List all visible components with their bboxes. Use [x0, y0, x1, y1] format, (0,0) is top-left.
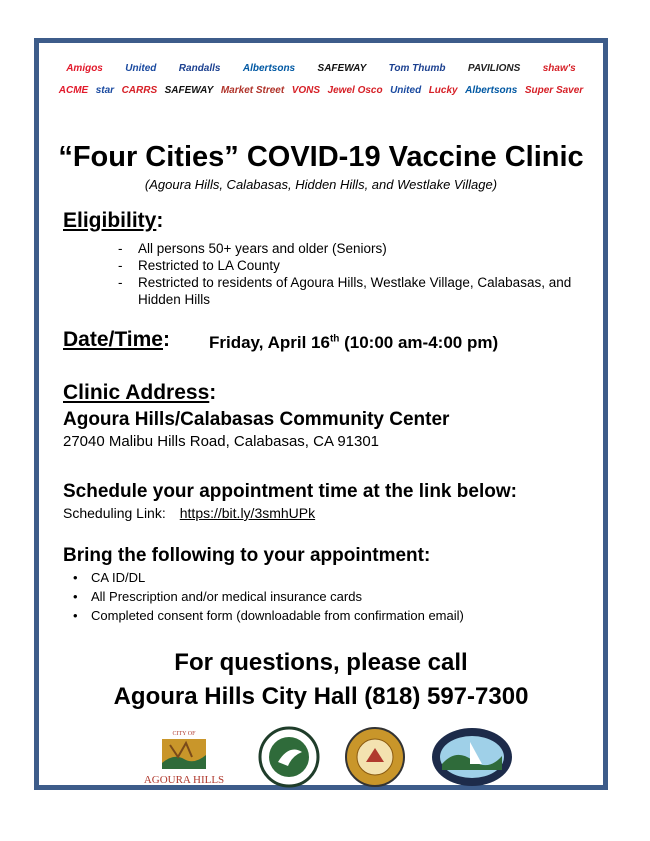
scheduling-link-label: Scheduling Link: [63, 505, 166, 521]
datetime-day: Friday, April 16 [209, 333, 330, 352]
datetime-heading-text: Date/Time [63, 328, 163, 351]
eligibility-item-text: All persons 50+ years and older (Seniors) [138, 241, 387, 256]
store-logo: SAFEWAY [317, 62, 367, 74]
scheduling-link[interactable]: https://bit.ly/3smhUPk [179, 505, 316, 521]
eligibility-item-text: Restricted to residents of Agoura Hills, Westlake Village, Calabasas, and Hidden Hills [138, 275, 572, 307]
clinic-street-address: 27040 Malibu Hills Road, Calabasas, CA 91301 [63, 433, 380, 450]
address-heading [63, 381, 216, 405]
store-logo: PAVILIONS [467, 62, 521, 74]
page-subtitle: (Agoura Hills, Calabasas, Hidden Hills, and Westlake Village) [144, 177, 498, 192]
store-logos [39, 57, 603, 101]
bring-heading: Bring the following to your appointment: [63, 545, 431, 566]
bring-item-text: Completed consent form (downloadable from confirmation email) [91, 608, 464, 623]
datetime-day-suffix: th [329, 333, 340, 345]
eligibility-list [118, 240, 588, 308]
store-logo: Randalls [178, 62, 221, 74]
agoura-logo-top-text: CITY OF [172, 731, 196, 737]
list-dash: - [118, 258, 123, 273]
bring-item-text: CA ID/DL [91, 570, 146, 585]
datetime-value [209, 333, 498, 353]
list-item [118, 257, 588, 274]
agoura-hills-logo [134, 727, 234, 787]
schedule-heading: Schedule your appointment time at the link below: [63, 481, 517, 502]
store-logo: Super Saver [524, 84, 584, 96]
address-heading-colon: : [209, 381, 217, 404]
agoura-logo-name: AGOURA HILLS [143, 774, 225, 786]
eligibility-heading-text: Eligibility [63, 209, 157, 232]
eligibility-item-text: Restricted to LA County [138, 258, 280, 273]
store-logo: SAFEWAY [164, 84, 214, 96]
store-logo: CARRS [121, 84, 158, 96]
list-dash: - [118, 275, 123, 290]
datetime-heading [63, 328, 170, 352]
list-item [73, 587, 464, 606]
flyer-border [34, 38, 608, 790]
address-heading-text: Clinic Address [63, 381, 210, 404]
list-item [73, 568, 464, 587]
list-item [73, 606, 464, 625]
bullet: • [73, 570, 78, 585]
page-title: “Four Cities” COVID-19 Vaccine Clinic [58, 141, 584, 173]
list-dash: - [118, 241, 123, 256]
bring-item-text: All Prescription and/or medical insurance cards [91, 589, 362, 604]
calabasas-seal [258, 726, 320, 788]
westlake-village-seal [430, 726, 514, 788]
store-logo: Albertsons [465, 84, 518, 96]
questions-line-2: Agoura Hills City Hall (818) 597-7300 [113, 683, 529, 710]
store-logo: VONS [291, 84, 321, 96]
hidden-hills-seal [344, 726, 406, 788]
eligibility-heading-colon: : [156, 209, 164, 232]
datetime-hours: (10:00 am-4:00 pm) [339, 333, 499, 352]
store-logo: United [390, 84, 422, 96]
store-logo: United [125, 62, 157, 74]
store-logo: Tom Thumb [388, 62, 446, 74]
bullet: • [73, 608, 78, 623]
datetime-heading-colon: : [163, 328, 170, 351]
clinic-name: Agoura Hills/Calabasas Community Center [63, 409, 450, 430]
store-logo: Jewel Osco [327, 84, 383, 96]
store-logo: Lucky [428, 84, 458, 96]
logo-row-bottom [39, 79, 603, 101]
list-item [118, 274, 588, 308]
store-logo: Albertsons [242, 62, 296, 74]
questions-line-1: For questions, please call [174, 649, 468, 676]
logo-row-top [39, 57, 603, 79]
store-logo: shaw's [542, 62, 576, 74]
bring-list [73, 568, 464, 625]
schedule-line [63, 505, 315, 521]
store-logo: Market Street [220, 84, 285, 96]
list-item [118, 240, 588, 257]
city-seals [134, 723, 514, 791]
store-logo: Amigos [66, 62, 103, 74]
eligibility-heading [63, 209, 163, 233]
bullet: • [73, 589, 78, 604]
store-logo: ACME [58, 84, 89, 96]
store-logo: star [95, 84, 115, 96]
